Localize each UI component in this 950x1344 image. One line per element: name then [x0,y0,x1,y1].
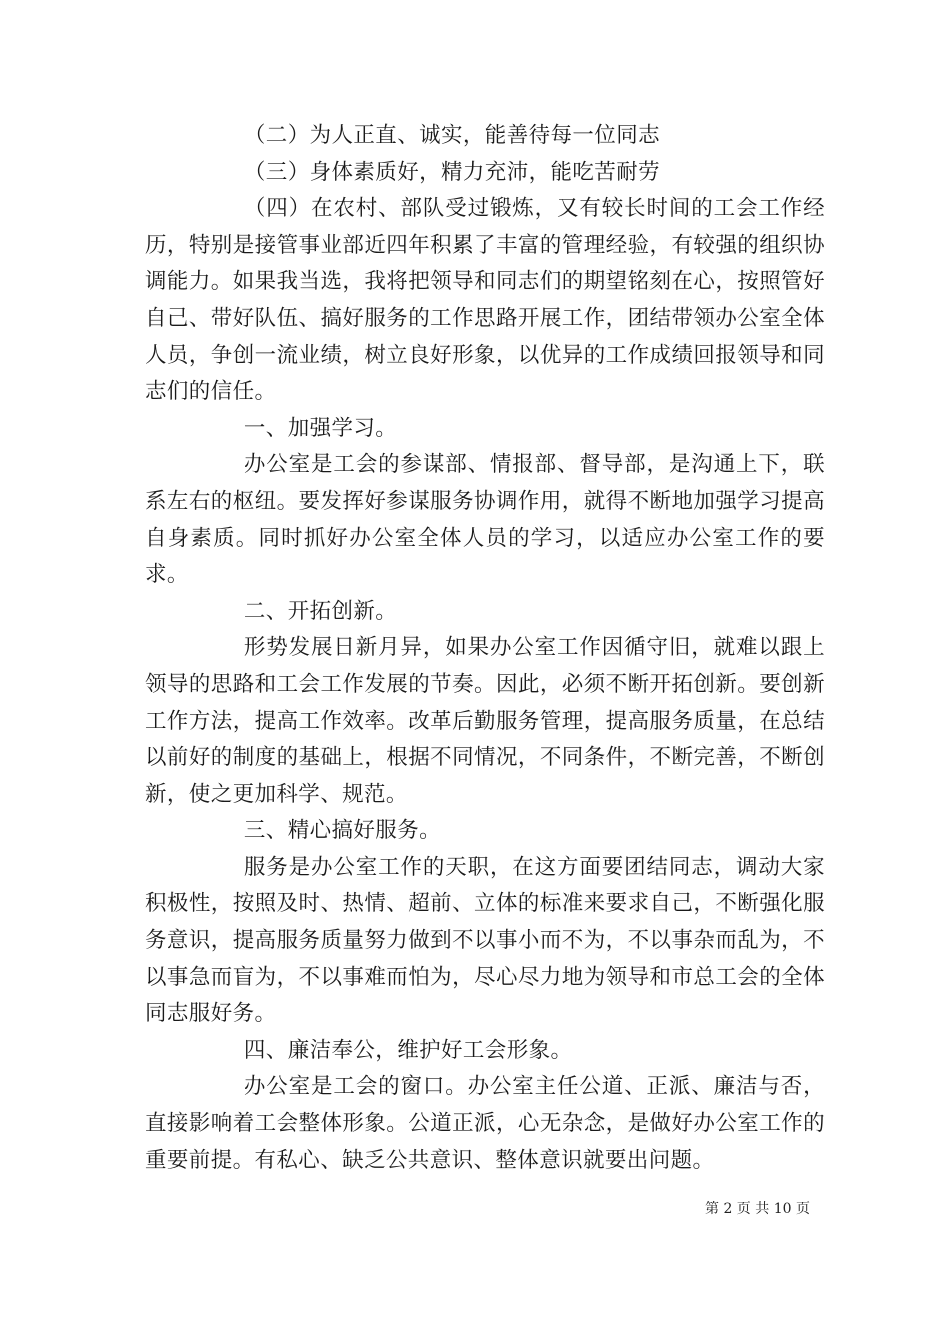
paragraph-4: 办公室是工会的窗口。办公室主任公道、正派、廉洁与否，直接影响着工会整体形象。公道正派，心无杂念，是做好办公室工作的重要前提。有私心、缺乏公共意识、整体意识就要出问题。 [145,1074,825,1173]
list-item-3: （三）身体素质好，精力充沛，能吃苦耐劳 [243,159,660,185]
section-heading-4: 四、廉洁奉公，维护好工会形象。 [243,1037,573,1063]
list-item-4: （四）在农村、部队受过锻炼，又有较长时间的工会工作经历，特别是接管事业部近四年积累了丰富的管理经验，有较强的组织协调能力。如果我当选，我将把领导和同志们的期望铭刻在心，按照管好自己、带好队伍、搞好服务的工作思路开展工作，团结带领办公室全体人员，争创一流业绩，树立良好形象，以优异的工作成绩回报领导和同志们的信任。 [145,196,825,405]
section-heading-3: 三、精心搞好服务。 [243,818,441,844]
paragraph-1: 办公室是工会的参谋部、情报部、督导部，是沟通上下，联系左右的枢纽。要发挥好参谋服务协调作用，就得不断地加强学习提高自身素质。同时抓好办公室全体人员的学习，以适应办公室工作的要求。 [145,452,825,588]
section-heading-1: 一、加强学习。 [243,415,398,441]
page-number-footer: 第 2 页 共 10 页 [705,1201,810,1217]
document-body [145,118,825,1179]
paragraph-3: 服务是办公室工作的天职，在这方面要团结同志，调动大家积极性，按照及时、热情、超前、立体的标准来要求自己，不断强化服务意识，提高服务质量努力做到不以事小而不为，不以事杂而乱为，不以事急而盲为，不以事难而怕为，尽心尽力地为领导和市总工会的全体同志服好务。 [145,854,825,1027]
list-item-2: （二）为人正直、诚实，能善待每一位同志 [243,123,660,148]
paragraph-2: 形势发展日新月异，如果办公室工作因循守旧，就难以跟上领导的思路和工会工作发展的节奏。因此，必须不断开拓创新。要创新工作方法，提高工作效率。改革后勤服务管理，提高服务质量，在总结以前好的制度的基础上，根据不同情况，不同条件，不断完善，不断创新，使之更加科学、规范。 [145,635,825,807]
section-heading-2: 二、开拓创新。 [243,598,398,624]
